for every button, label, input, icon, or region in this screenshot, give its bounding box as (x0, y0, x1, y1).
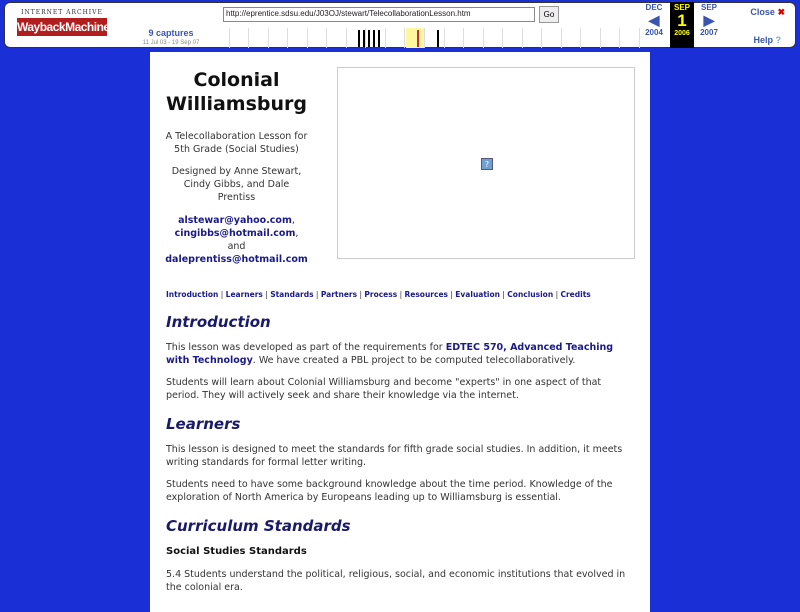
cur-month: SEP (673, 3, 690, 12)
paragraph: Students will learn about Colonial Williamsburg and become "experts" in one aspect of that period. They will actively seek and share their knowledge via the internet. (166, 377, 602, 401)
header-block (164, 68, 309, 266)
prev-arrow-icon[interactable]: ◀ (648, 12, 660, 28)
cur-day: 1 (677, 11, 687, 30)
close-icon: ✖ (777, 7, 785, 17)
separator: | (262, 290, 271, 299)
nav-link-introduction[interactable]: Introduction (166, 290, 219, 299)
logo-text: INTERNET ARCHIVE (21, 9, 103, 16)
designers: Designed by Anne Stewart, Cindy Gibbs, and Dale Prentiss (171, 166, 302, 203)
url-input[interactable]: http://eprentice.sdsu.edu/J03OJ/stewart/TelecollaborationLesson.htm (223, 7, 535, 22)
current-capture (670, 2, 694, 48)
nav-link-resources[interactable]: Resources (404, 290, 448, 299)
separator: | (357, 290, 365, 299)
go-button[interactable]: Go (539, 6, 559, 23)
prev-capture[interactable] (641, 3, 667, 37)
separator: | (397, 290, 405, 299)
email-link[interactable]: cingibbs@hotmail.com (174, 228, 296, 239)
paragraph: 5.4 Students understand the political, religious, social, and economic institutions that evolved in the colonial era. (166, 569, 626, 593)
section-heading: Introduction (166, 313, 271, 331)
next-year: 2007 (700, 28, 718, 37)
nav-link-partners[interactable]: Partners (320, 290, 358, 299)
paragraph: Students need to have some background knowledge about the time period. Knowledge of the exploration of North America by Europeans leading up to Williamsburg is essential. (166, 479, 613, 503)
course-link[interactable]: EDTEC 570, Advanced Teaching with Technology (166, 342, 614, 366)
page-content (150, 52, 650, 612)
separator: | (218, 290, 226, 299)
nav-link-evaluation[interactable]: Evaluation (455, 290, 500, 299)
captures-info (135, 28, 207, 46)
paragraph: This lesson is designed to meet the standards for fifth grade social studies. In addition, it meets writing standards for formal letter writing. (166, 444, 623, 468)
wayback-toolbar (0, 0, 800, 50)
section-heading: Learners (166, 415, 241, 433)
separator: | (553, 290, 561, 299)
cur-year: 2006 (674, 30, 690, 37)
email-link[interactable]: alstewar@yahoo.com (178, 215, 292, 226)
nav-link-credits[interactable]: Credits (560, 290, 591, 299)
nav-link-learners[interactable]: Learners (225, 290, 263, 299)
logo-wordmark: WaybackMachine (17, 20, 110, 34)
broken-image-icon: ? (481, 158, 493, 170)
separator: | (313, 290, 321, 299)
next-month: SEP (700, 3, 717, 12)
captures-range: 11 Jul 03 - 19 Sep 07 (142, 40, 200, 46)
next-capture[interactable] (696, 3, 722, 37)
help-label: Help (753, 35, 773, 45)
email-link[interactable]: daleprentiss@hotmail.com (165, 254, 308, 265)
subheading: Social Studies Standards (166, 546, 307, 557)
contacts: alstewar@yahoo.com, cingibbs@hotmail.com, and daleprentiss@hotmail.com (165, 215, 308, 265)
nav-link-conclusion[interactable]: Conclusion (507, 290, 554, 299)
close-button[interactable] (750, 7, 785, 18)
subtitle: A Telecollaboration Lesson for 5th Grade (Social Studies) (165, 131, 308, 155)
capture-timeline[interactable] (210, 28, 640, 48)
paragraph (166, 341, 636, 367)
nav-link-standards[interactable]: Standards (270, 290, 314, 299)
section-heading: Curriculum Standards (166, 517, 351, 535)
main-content (166, 290, 636, 603)
captures-link[interactable]: 9 captures (148, 28, 194, 38)
text: . We have created a PBL project to be computed telecollaboratively. (252, 355, 576, 366)
separator: | (448, 290, 456, 299)
section-nav (166, 290, 636, 300)
help-icon: ? (775, 35, 781, 45)
wayback-logo[interactable] (17, 9, 110, 41)
and-text: and (227, 241, 246, 252)
page-title: Colonial Williamsburg (165, 69, 308, 115)
image-frame (337, 67, 635, 259)
help-button[interactable] (753, 35, 781, 45)
text: This lesson was developed as part of the requirements for (166, 342, 446, 353)
close-label: Close (750, 7, 775, 17)
prev-month: DEC (645, 3, 663, 12)
prev-year: 2004 (645, 28, 663, 37)
separator: | (500, 290, 508, 299)
nav-link-process[interactable]: Process (364, 290, 398, 299)
next-arrow-icon[interactable]: ▶ (703, 12, 715, 28)
